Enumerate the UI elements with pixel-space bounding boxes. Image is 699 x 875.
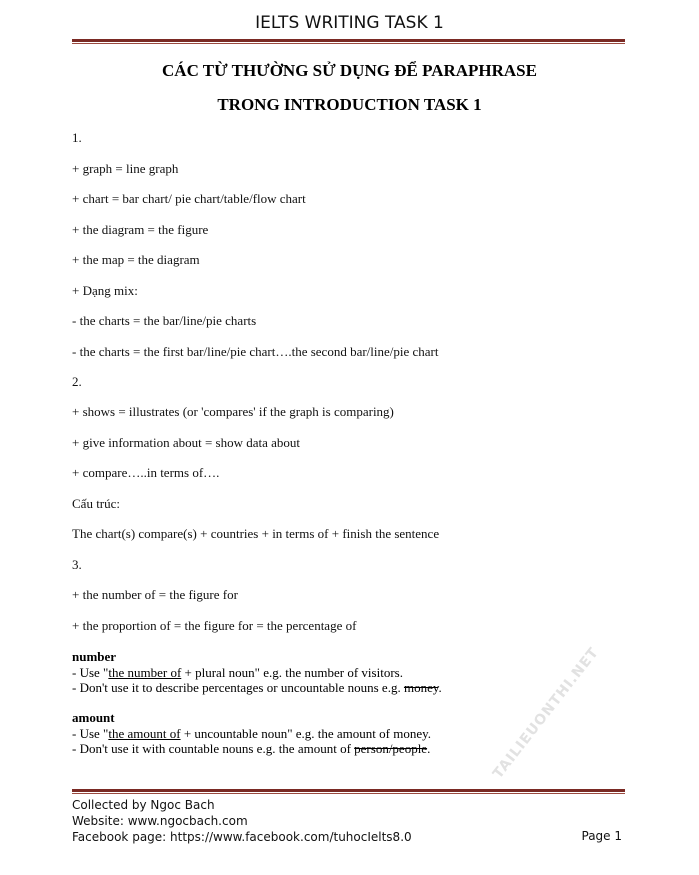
watermark-logo: TAILIEUONTHI.NET xyxy=(490,644,603,782)
struck-word: money xyxy=(403,680,439,695)
body-line: The chart(s) compare(s) + countries + in terms of + finish the sentence xyxy=(72,526,440,541)
number-heading: number xyxy=(72,649,117,664)
text-run: - Don't use it with countable nouns e.g. the amount of xyxy=(72,741,355,756)
number-caution-line xyxy=(72,680,442,695)
underlined-term: the amount of xyxy=(108,726,181,741)
underlined-term: the number of xyxy=(108,665,182,680)
text-run: - Don't use it to describe percentages or uncountable nouns e.g. xyxy=(72,680,404,695)
document-title-line-1: CÁC TỪ THƯỜNG SỬ DỤNG ĐỂ PARAPHRASE xyxy=(162,61,537,80)
page-footer xyxy=(72,797,412,845)
footer-facebook: Facebook page: https://www.facebook.com/tuhocIelts8.0 xyxy=(72,830,412,844)
body-line: + give information about = show data about xyxy=(72,435,301,450)
text-run: - Use " xyxy=(72,726,109,741)
number-usage-line xyxy=(72,665,442,680)
body-line: + the map = the diagram xyxy=(72,252,200,267)
text-run: . xyxy=(427,741,431,756)
number-definition xyxy=(72,649,442,695)
header-rule-thick xyxy=(72,39,625,42)
footer-website: Website: www.ngocbach.com xyxy=(72,814,248,828)
document-title-line-2: TRONG INTRODUCTION TASK 1 xyxy=(217,95,482,114)
text-run: + uncountable noun" e.g. the amount of money. xyxy=(180,726,432,741)
text-run: + plural noun" e.g. the number of visitors. xyxy=(181,665,403,680)
text-run: . xyxy=(438,680,442,695)
amount-usage-line xyxy=(72,726,431,741)
body-line: + compare…..in terms of…. xyxy=(72,465,220,480)
body-line: + chart = bar chart/ pie chart/table/flow chart xyxy=(72,191,306,206)
amount-caution-line xyxy=(72,741,431,756)
body-line: - the charts = the bar/line/pie charts xyxy=(72,313,257,328)
running-header: IELTS WRITING TASK 1 xyxy=(255,13,444,33)
body-line: + the number of = the figure for xyxy=(72,587,238,602)
footer-rule-thick xyxy=(72,789,625,792)
amount-heading: amount xyxy=(72,710,115,725)
footer-collected-by: Collected by Ngoc Bach xyxy=(72,798,215,812)
section-number-1: 1. xyxy=(72,130,82,145)
header-rule-thin xyxy=(72,43,625,44)
section-number-2: 2. xyxy=(72,374,82,389)
body-line: + the proportion of = the figure for = the percentage of xyxy=(72,618,357,633)
page-number: Page 1 xyxy=(581,829,622,843)
body-line: + shows = illustrates (or 'compares' if the graph is comparing) xyxy=(72,404,394,419)
amount-definition xyxy=(72,710,431,756)
body-line: + the diagram = the figure xyxy=(72,222,209,237)
text-run: - Use " xyxy=(72,665,109,680)
footer-rule-thin xyxy=(72,793,625,794)
structure-label: Cấu trúc: xyxy=(72,496,121,511)
body-line: + graph = line graph xyxy=(72,161,179,176)
body-line: - the charts = the first bar/line/pie chart….the second bar/line/pie chart xyxy=(72,344,439,359)
body-line: + Dạng mix: xyxy=(72,283,138,298)
section-number-3: 3. xyxy=(72,557,82,572)
struck-word: person/people xyxy=(354,741,428,756)
